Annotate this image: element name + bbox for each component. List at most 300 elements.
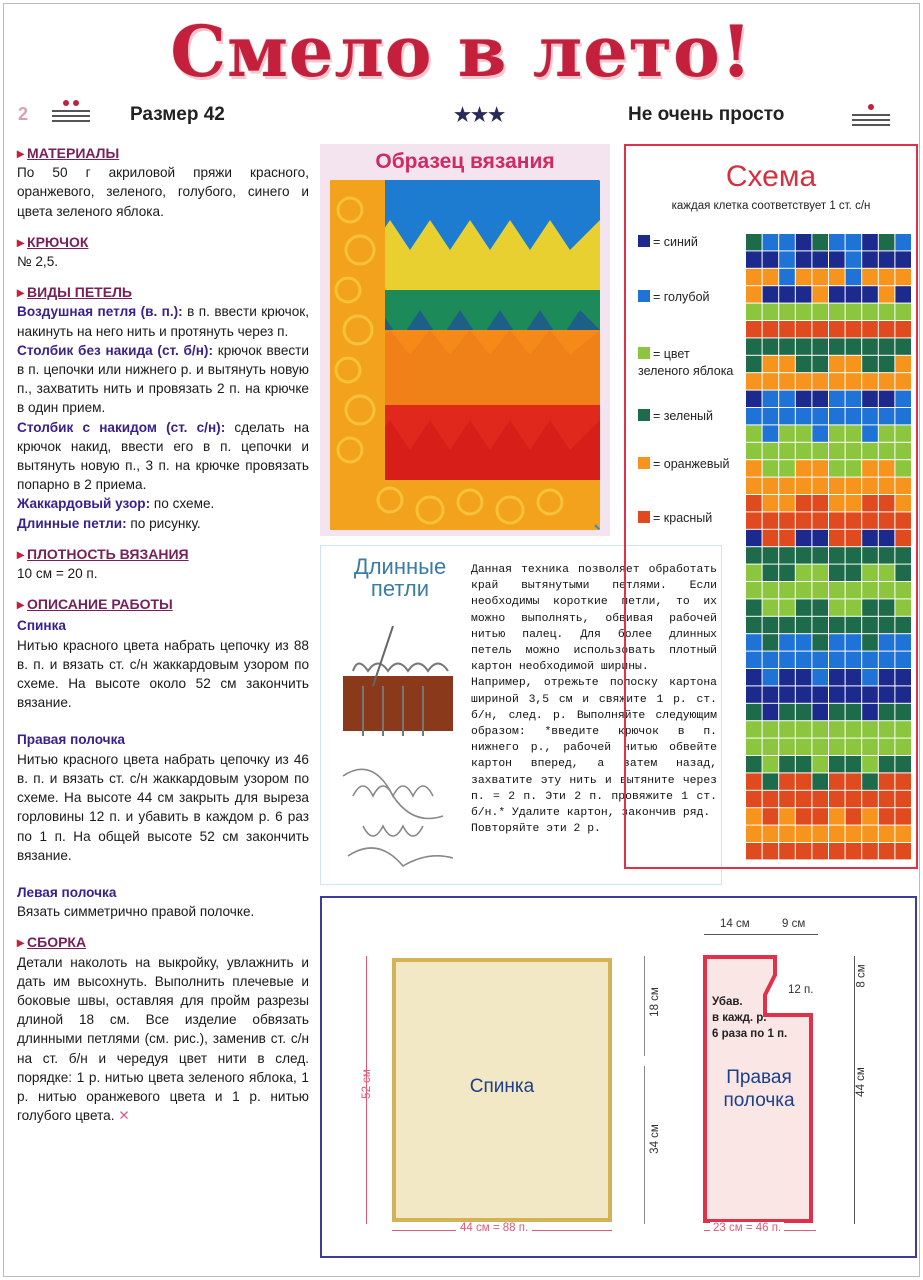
armhole-line [644,956,645,1056]
scheme-cell [763,321,779,337]
scheme-cell [879,739,895,755]
scheme-cell [846,634,862,650]
scheme-cell [846,356,862,372]
scheme-cell [763,408,779,424]
scheme-cell [746,478,762,494]
scheme-cell [829,304,845,320]
left-front-heading: Левая полочка [17,884,117,900]
scheme-cell [779,425,795,441]
scheme-cell [796,286,812,302]
scheme-cell [779,652,795,668]
scheme-cell [895,791,911,807]
scheme-cell [779,251,795,267]
stitch-jacquard [17,494,309,513]
scheme-cell [862,321,878,337]
scheme-cell [746,251,762,267]
scheme-cell [829,391,845,407]
scheme-cell [763,460,779,476]
neck-height-dim: 8 см [855,964,868,988]
stitch-desc: сделать на крючок накид, ввести его в п. цепочки и вытянуть новую п., 3 п. на крючке провязать попарно в 2 приема. [17,419,310,493]
scheme-cell [846,443,862,459]
scheme-cell [812,443,828,459]
scheme-cell [812,599,828,615]
scheme-cell [862,391,878,407]
scheme-cell [829,321,845,337]
scheme-subtitle: каждая клетка соответствует 1 ст. с/н [671,200,871,212]
scheme-cell [746,530,762,546]
scheme-cell [879,512,895,528]
scheme-cell [879,686,895,702]
scheme-cell [829,599,845,615]
scheme-cell [879,826,895,842]
scheme-cell [779,669,795,685]
scheme-cell [846,338,862,354]
stitch-term: Жаккардовый узор: [17,496,151,512]
scheme-cell [846,408,862,424]
scheme-cell [895,512,911,528]
scheme-cell [829,739,845,755]
scheme-cell [895,495,911,511]
end-mark-icon: ✕ [118,1108,130,1124]
page-title: Смело в лето! [170,10,753,93]
scheme-cell [812,356,828,372]
scheme-cell [812,478,828,494]
scheme-cell [796,391,812,407]
difficulty-label: Не очень просто [628,104,785,125]
scheme-cell [895,565,911,581]
scheme-cell [763,704,779,720]
scheme-cell [763,617,779,633]
scheme-cell [763,582,779,598]
left-front-text: Вязать симметрично правой полочке. [17,904,255,920]
scheme-cell [879,425,895,441]
scheme-cell [846,669,862,685]
scheme-cell [763,251,779,267]
scheme-cell [812,686,828,702]
stitch-long [17,514,309,533]
scheme-cell [779,756,795,772]
scheme-cell [812,495,828,511]
scheme-cell [796,356,812,372]
scheme-cell [846,512,862,528]
assembly-text [17,953,309,1126]
stitch-desc: по рисунку. [126,515,201,531]
description-heading: ▸ ОПИСАНИЕ РАБОТЫ [17,595,309,614]
scheme-cell [846,599,862,615]
scheme-cell [862,686,878,702]
hook-heading: ▸ КРЮЧОК [17,233,309,252]
scheme-cell [796,338,812,354]
scheme-cell [862,373,878,389]
scheme-cell [829,704,845,720]
scheme-cell [812,408,828,424]
scheme-cell [879,773,895,789]
scheme-cell [879,321,895,337]
scheme-cell [846,547,862,563]
scheme-cell [829,686,845,702]
scheme-cell [846,582,862,598]
scheme-cell [812,739,828,755]
scheme-cell [746,443,762,459]
scheme-cell [796,512,812,528]
scheme-cell [846,478,862,494]
scheme-cell [862,495,878,511]
assembly-heading: ▸ СБОРКА [17,933,309,952]
scheme-cell [779,599,795,615]
legend-light-blue [638,289,748,306]
scheme-cell [796,582,812,598]
scheme-cell [746,460,762,476]
scheme-cell [862,669,878,685]
scheme-cell [895,408,911,424]
scheme-cell [895,808,911,824]
scheme-cell [779,356,795,372]
scheme-cell [829,356,845,372]
scheme-cell [895,599,911,615]
scheme-cell [846,425,862,441]
scheme-cell [812,617,828,633]
decrease-note-line: 6 раза по 1 п. [712,1028,788,1040]
front-width-dim: 23 см = 46 п. [710,1222,784,1234]
scheme-cell [862,704,878,720]
scheme-cell [796,634,812,650]
top-a-dim: 14 см [720,918,750,930]
scheme-cell [895,739,911,755]
scheme-cell [746,652,762,668]
decrease-note [712,994,787,1042]
top-b-dim: 9 см [782,918,806,930]
scheme-cell [746,286,762,302]
scheme-cell [763,478,779,494]
scheme-cell [779,530,795,546]
scheme-cell [812,582,828,598]
scheme-cell [862,443,878,459]
scheme-cell [829,547,845,563]
scheme-cell [779,478,795,494]
scheme-cell [895,321,911,337]
scheme-cell [796,808,812,824]
scheme-cell [746,808,762,824]
scheme-cell [763,547,779,563]
materials-text: По 50 г акриловой пряжи красного, оранжевого, зеленого, голубого, синего и цвета зеленого яблока. [17,165,309,219]
front-pattern-label: Правая полочка [723,1067,795,1111]
scheme-cell [779,686,795,702]
scheme-cell [846,791,862,807]
front-height-dim: 44 см [854,1067,867,1097]
sample-photo-panel [320,144,610,536]
scheme-cell [812,373,828,389]
scheme-cell [862,843,878,859]
scheme-cell [812,269,828,285]
scheme-cell [746,669,762,685]
legend-apple-green [638,346,738,380]
scheme-cell [829,565,845,581]
scheme-cell [763,721,779,737]
scheme-cell [746,547,762,563]
scheme-cell [895,617,911,633]
scheme-cell [796,478,812,494]
legend-red [638,510,748,527]
scheme-cell [846,652,862,668]
scheme-cell [796,460,812,476]
scheme-cell [763,826,779,842]
difficulty-dot-icon [852,104,890,130]
scheme-cell [763,234,779,250]
scheme-cell [846,808,862,824]
scheme-cell [796,565,812,581]
scheme-cell [812,808,828,824]
scheme-cell [812,547,828,563]
scheme-cell [779,443,795,459]
scheme-cell [879,304,895,320]
knitted-sample-image [330,180,600,530]
scheme-cell [812,634,828,650]
scheme-cell [862,338,878,354]
legend-label: = зеленый [653,409,714,423]
scheme-cell [812,565,828,581]
scheme-cell [879,634,895,650]
scheme-cell [862,234,878,250]
scheme-cell [846,773,862,789]
scheme-cell [895,338,911,354]
swatch-icon [638,511,650,523]
scheme-cell [779,617,795,633]
scheme-cell [763,356,779,372]
scheme-cell [829,443,845,459]
scheme-cell [846,756,862,772]
scheme-cell [895,652,911,668]
scheme-cell [879,373,895,389]
scheme-cell [829,669,845,685]
scheme-cell [779,773,795,789]
scheme-cell [879,460,895,476]
gauge-text: 10 см = 20 п. [17,566,98,582]
scheme-cell [779,408,795,424]
scheme-cell [862,634,878,650]
scheme-cell [829,425,845,441]
scheme-cell [779,565,795,581]
scheme-cell [829,338,845,354]
scheme-cell [779,512,795,528]
scheme-cell [879,443,895,459]
scheme-cell [746,391,762,407]
scheme-cell [829,460,845,476]
scheme-cell [763,669,779,685]
scheme-cell [746,826,762,842]
scheme-cell [895,304,911,320]
scheme-cell [862,460,878,476]
scheme-cell [779,739,795,755]
scheme-cell [763,512,779,528]
scheme-cell [829,843,845,859]
swatch-icon [638,347,650,359]
scheme-cell [846,826,862,842]
scheme-cell [862,565,878,581]
scheme-cell [829,286,845,302]
scheme-cell [746,408,762,424]
stitch-term: Длинные петли: [17,515,127,531]
scheme-cell [829,478,845,494]
scheme-cell [846,373,862,389]
scheme-cell [779,808,795,824]
loops-paragraph: Повторяйте эти 2 р. [471,823,601,836]
scheme-cell [862,599,878,615]
scheme-cell [746,234,762,250]
scheme-cell [895,547,911,563]
difficulty-dots-icon [52,100,90,126]
scheme-cell [862,739,878,755]
loops-illustration [333,626,463,876]
stitch-term: Столбик с накидом (ст. с/н): [17,419,226,435]
scheme-cell [812,791,828,807]
scheme-cell [746,617,762,633]
scheme-cell [829,652,845,668]
scheme-cell [763,739,779,755]
back-pattern-label: Спинка [469,1076,535,1097]
stitches-heading: ▸ ВИДЫ ПЕТЕЛЬ [17,283,309,302]
scheme-cell [895,843,911,859]
scheme-cell [846,234,862,250]
scheme-cell [812,773,828,789]
scheme-cell [846,704,862,720]
scheme-cell [779,495,795,511]
scheme-cell [829,495,845,511]
scheme-cell [763,634,779,650]
scheme-cell [895,634,911,650]
scheme-cell [763,565,779,581]
scheme-cell [846,739,862,755]
scheme-cell [846,286,862,302]
long-loops-title: Длинные петли [353,554,447,601]
back-heading: Спинка [17,618,66,634]
loops-paragraph: Например, отрежьте полоску картона шириной 3,5 см и свяжите 1 р. ст. б/н, след. р. Выполняйте следующим образом: *введите крючок в п. нижнего р., рабочей нитью обвейте картон вперед, а затем назад, захватите эту нить и вытяните через п. = 2 п. Эти 2 п. провяжите 1 ст. б/н.* Удалите картон, закончив ряд. [471,677,717,820]
scheme-cell [812,321,828,337]
scheme-cell [895,443,911,459]
scheme-cell [763,530,779,546]
scheme-cell [879,704,895,720]
scheme-cell [746,338,762,354]
right-front-text: Нитью красного цвета набрать цепочку из 46 в. п. и вязать ст. с/н жаккардовым узором по схеме. На высоте 44 см закрыть для выреза горловины 12 п. и убавить в каждом р. 6 раз по 1 п. На общей высоте 52 см закончить вязание. [17,751,309,863]
scheme-cell [895,425,911,441]
legend-blue [638,234,748,251]
scheme-cell [779,338,795,354]
scheme-cell [779,460,795,476]
scheme-cell [862,304,878,320]
scheme-cell [812,460,828,476]
scheme-cell [895,391,911,407]
scheme-cell [746,495,762,511]
scheme-cell [879,652,895,668]
swatch-icon [638,409,650,421]
scheme-panel [624,144,918,869]
scheme-cell [829,773,845,789]
scheme-cell [895,773,911,789]
scheme-cell [763,808,779,824]
back-text: Нитью красного цвета набрать цепочку из 88 в. п. и вязать ст. с/н жаккардовым узором по схеме. На высоте около 52 см закончить вязание. [17,637,309,711]
scheme-cell [879,599,895,615]
scheme-cell [895,721,911,737]
scheme-cell [763,304,779,320]
scheme-cell [796,304,812,320]
scheme-cell [796,686,812,702]
patterns-panel [320,896,917,1258]
scheme-cell [763,599,779,615]
decrease-note-line: Убав. [712,996,743,1008]
hook-text: № 2,5. [17,254,59,270]
scheme-cell [829,791,845,807]
scheme-cell [879,234,895,250]
scheme-cell [829,756,845,772]
scheme-cell [846,304,862,320]
scheme-cell [763,443,779,459]
scheme-cell [746,721,762,737]
scheme-cell [796,495,812,511]
scheme-title: Схема [725,160,817,193]
scheme-cell [746,269,762,285]
scheme-cell [746,634,762,650]
scheme-cell [763,652,779,668]
scheme-cell [796,756,812,772]
lower-dim: 34 см [648,1124,661,1154]
scheme-cell [895,373,911,389]
scheme-cell [846,269,862,285]
scheme-cell [862,356,878,372]
scheme-cell [796,721,812,737]
scheme-cell [812,826,828,842]
scheme-cell [796,530,812,546]
scheme-cell [829,373,845,389]
scheme-cell [846,321,862,337]
scheme-cell [879,791,895,807]
scheme-cell [879,478,895,494]
scheme-cell [779,304,795,320]
stitch-desc: крючок ввести в п. цепочки или нижнего р. и вытянуть новую п., захватить нить и провязать 2 п. на крючке в один прием. [17,342,309,416]
scheme-cell [895,826,911,842]
scheme-cell [779,286,795,302]
scheme-cell [895,582,911,598]
right-front-heading: Правая полочка [17,732,125,748]
scheme-cell [895,530,911,546]
scheme-cell [895,234,911,250]
scheme-cell [763,686,779,702]
scheme-cell [796,234,812,250]
scheme-cell [862,547,878,563]
gauge-heading: ▸ ПЛОТНОСТЬ ВЯЗАНИЯ [17,545,309,564]
swatch-icon [638,290,650,302]
legend-label: = оранжевый [653,457,730,471]
scheme-cell [763,843,779,859]
scheme-cell [746,791,762,807]
scheme-cell [796,373,812,389]
scheme-cell [746,704,762,720]
scheme-cell [846,460,862,476]
scheme-cell [846,391,862,407]
scheme-cell [763,338,779,354]
scheme-cell [862,721,878,737]
stitch-desc: в п. ввести крючок, накинуть на него нить и протянуть через п. [17,304,309,339]
legend-label: = красный [653,511,713,525]
scheme-cell [812,530,828,546]
legend-label: = синий [653,235,698,249]
scheme-cell [829,721,845,737]
scheme-cell [862,808,878,824]
scheme-cell [846,721,862,737]
scheme-cell [812,756,828,772]
scheme-cell [746,565,762,581]
scheme-cell [879,391,895,407]
scheme-cell [763,756,779,772]
scheme-cell [812,234,828,250]
